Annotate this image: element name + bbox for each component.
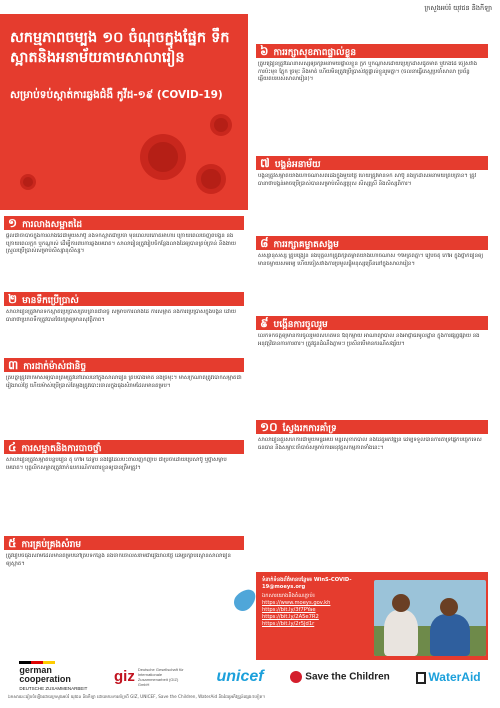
section-title: ការរក្សាគម្លាតសង្គម — [273, 240, 339, 250]
section-2-text: សាលារៀនត្រូវមានទឹកស្អាតប្រើប្រាស់គ្រប់គ្រាន់ជានិច្ច សម្រាប់ការលាងដៃ ការសម្អាត និងការប្រើប្រាស់ក្នុងបង្គន់ ដោយធានាថាប្រភពទឹកត្រូវបានថែរក្សាឲ្យមានសុវត្ថិភាព។ — [6, 309, 237, 323]
german-cooperation-logo — [19, 661, 87, 693]
section-4-text: សាលារៀនត្រូវសម្អាតបន្ទប់រៀន តុ កៅអី ដៃទ្វារ និងផ្ទៃដែលប៉ះពាល់ញឹកញាប់ ជាប្រចាំដោយប្រើសាប៊ូ ឬថ្នាំសម្លាប់មេរោគ។ បុគ្គលិកសម្អាតត្រូវពាក់ឧបករណ៍ការពារខ្លួនឲ្យបានត្រឹមត្រូវ។ — [6, 457, 227, 471]
section-number: ៥ — [8, 536, 17, 550]
section-3-header — [4, 358, 244, 372]
poster-subtitle: សម្រាប់ទប់ស្កាត់ការឆ្លងជំងឺ កូវីដ-១៩ (COVID-19) — [10, 89, 223, 101]
section-number: ៦ — [260, 44, 269, 58]
save-the-children-icon — [290, 671, 302, 683]
giz-logo-sub: Deutsche Gesellschaft für Internationale Zusammenarbeit (GIZ) GmbH — [137, 667, 184, 687]
reference-link[interactable]: https://bit.ly/2r5Jd1r — [262, 621, 315, 627]
poster-title: សកម្មភាពចម្បង ១០ ចំណុចក្នុងផ្នែក ទឹកស្អាតនិងអនាម័យតាមសាលារៀន — [10, 30, 230, 66]
reference-link[interactable]: https://www.moeys.gov.kh — [262, 600, 331, 606]
wateraid-icon — [416, 672, 426, 684]
section-title: ការគ្រប់គ្រងសំរាម — [21, 540, 82, 550]
wateraid-logo — [416, 670, 480, 684]
section-title: ការដាក់ម៉ាស់ជានិច្ច — [23, 362, 87, 372]
german-logo-line1: german — [19, 665, 52, 675]
contact-email: ទំនាក់ទំនងព័ត៌មានបន្ថែម៖ WinS-COVID-19@moeys.org — [262, 577, 352, 590]
footnote: ឯកសារនេះរៀបចំឡើងដោយក្រសួងអប់រំ យុវជន និងកីឡា ដោយមានការគាំទ្រពី GIZ, UNICEF, Save the Children, WaterAid និងដៃគូអភិវឌ្ឍន៍ផ្សេងៗទៀត។ — [8, 694, 265, 699]
giz-logo — [114, 667, 190, 687]
section-7-header — [256, 156, 488, 170]
virus-decoration-icon — [20, 174, 36, 190]
section-title: បង្គន់អនាម័យ — [274, 160, 321, 170]
virus-decoration-icon — [196, 164, 226, 194]
section-title: ការសម្អាតនិងការបាចថ្នាំ — [21, 444, 102, 454]
virus-decoration-icon — [140, 134, 186, 180]
german-logo-small: DEUTSCHE ZUSAMMENARBEIT — [19, 686, 88, 691]
section-5-header — [4, 536, 244, 550]
section-7-text: បង្គន់ត្រូវសម្អាតយ៉ាងហោចណាស់ពីរដងក្នុងមួយថ្ងៃ ហើយត្រូវមានទឹក សាប៊ូ និងក្រដាសអនាម័យគ្រប់គ្រាន់។ ត្រូវធានាថាបង្គន់អាចប្រើប្រាស់បានសម្រាប់សិស្សប្រុស សិស្សស្រី និងសិស្សពិការ។ — [258, 173, 477, 187]
section-4-header — [4, 440, 244, 454]
section-number: ៨ — [260, 236, 269, 250]
section-8-header — [256, 236, 488, 250]
virus-decoration-icon — [210, 114, 232, 136]
section-number: ១០ — [260, 420, 278, 434]
section-3-text: គ្រប់គ្នាត្រូវពាក់ម៉ាស់ឲ្យបានត្រឹមត្រូវនៅពេលនៅក្នុងសាលារៀន គ្របបាំងមាត់ និងច្រមុះ។ ម៉ាស់ក្រណាត់ត្រូវបោកសម្អាតជារៀងរាល់ថ្ងៃ ហើយម៉ាស់ប្រើប្រាស់តែម្ដងត្រូវបោះចោលក្នុងធុងសំរាមដែលមានគម្រប។ — [6, 375, 242, 389]
section-5-text: ត្រូវរៀបចំធុងសំរាមដែលមានគម្របនៅគ្រប់ទីកន្លែង និងចាក់ចោលសំរាមជារៀងរាល់ថ្ងៃ ដើម្បីរក្សាបរិស្ថានសាលារៀនឲ្យស្អាត។ — [6, 553, 231, 567]
section-9-header — [256, 316, 488, 330]
section-number: ៣ — [8, 358, 19, 372]
reference-link[interactable]: https://bit.ly/2A5e7R2 — [262, 614, 319, 620]
wateraid-logo-text: WaterAid — [428, 670, 481, 684]
links-label: ឯកសារយោងនិងតំណភ្ជាប់៖ — [262, 593, 316, 599]
section-title: ការលាងសម្អាតដៃ — [22, 220, 83, 230]
section-6-header — [256, 44, 488, 58]
stc-logo-text: Save the Children — [305, 671, 390, 683]
section-2-header — [4, 292, 244, 306]
section-10-text: សាលារៀនគួរសហការជាមួយមន្ទីរអប់រំ មន្ទីរសុខាភិបាល និងដៃគូអភិវឌ្ឍន៍ ដើម្បីទទួលបានការគាំទ្រផ្នែកបច្ចេកទេស ធនធាន និងសម្ភារៈចាំបាច់សម្រាប់ការអនុវត្តសកម្មភាពទាំងនេះ។ — [258, 437, 482, 451]
section-title: មានទឹកប្រើប្រាស់ — [22, 296, 79, 306]
partner-logos — [0, 662, 500, 692]
section-10-header — [256, 420, 488, 434]
section-1-text: ផ្ដល់ជាចាំបាច់ក្នុងការលាងដៃជាមួយសាប៊ូ និងទឹកស្អាតជាប្រចាំ មុនពេលបរិភោគអាហារ ក្រោយពេលចេញពីបង្គន់ និងក្រោយពេលក្អក ឬកណ្ដាស់ ដើម្បីការពារការឆ្លងមេរោគ។ សាលារៀនត្រូវរៀបចំកន្លែងលាងដៃឲ្យបានគ្រប់គ្រាន់ និងងាយស្រួលប្រើប្រាស់សម្រាប់សិស្សានុសិស្ស។ — [6, 233, 237, 255]
section-number: ១ — [8, 216, 18, 230]
save-the-children-logo — [290, 671, 389, 683]
section-title: បង្កើនការចូលរួម — [273, 320, 328, 330]
section-number: ៧ — [260, 156, 270, 170]
section-number: ២ — [8, 292, 18, 306]
section-number: ៤ — [8, 440, 17, 454]
section-title: ស្វែងរកការគាំទ្រ — [282, 424, 337, 434]
children-handwashing-photo — [374, 580, 486, 656]
section-9-text: លើកទឹកចិត្តឲ្យមានការចូលរួមពីសហគមន៍ ឪពុកម្ដាយ អាណាព្យាបាល និងអាជ្ញាធរមូលដ្ឋាន ក្នុងការផ្សព្វផ្សាយ និងអនុវត្តវិធានការការពារ។ ត្រូវជូនដំណឹងភ្លាមៗ ប្រសិនបើមានករណីសង្ស័យ។ — [258, 333, 480, 347]
german-logo-line2: cooperation — [19, 674, 71, 684]
section-title: ការរក្សាសុខភាពផ្ទាល់ខ្លួន — [273, 48, 357, 58]
ministry-name: ក្រសួងអប់រំ យុវជន និងកីឡា — [424, 4, 492, 12]
section-number: ៩ — [260, 316, 269, 330]
reference-link[interactable]: https://bit.ly/3f7PYae — [262, 607, 316, 613]
giz-logo-text: giz — [114, 668, 135, 686]
section-1-header — [4, 216, 244, 230]
section-8-text: សិស្សានុសិស្ស គ្រូបង្រៀន និងបុគ្គលិកត្រូវរក្សាគម្លាតយ៉ាងហោចណាស់ ១ម៉ែត្រពីគ្នា។ រៀបចំតុ កៅអី ក្នុងថ្នាក់រៀនឲ្យមានចម្ងាយសមរម្យ ហើយចៀសវាងការប្រមូលផ្ដុំមនុស្សច្រើននៅក្នុងសាលារៀន។ — [258, 253, 484, 267]
unicef-logo: unicef — [216, 668, 264, 685]
section-6-text: គ្រូបង្រៀនត្រូវណែនាំសិស្សឲ្យរក្សាអនាម័យផ្ទាល់ខ្លួន ក្អក ឬកណ្ដាស់ដោយប្រើក្រដាសជូតមាត់ ឬកែងដៃ ចៀសវាងការប៉ះមុខ ភ្នែក ច្រមុះ និងមាត់ ហើយមិនត្រូវប្រើប្រាស់វត្ថុផ្ទាល់ខ្លួនរួមគ្នា។ (ចលនាធ្វើតេស្តប្រចាំសាលា ប្រព័ន្ធឆ្លើយតបរបស់សាលារៀន)។ — [258, 61, 478, 83]
poster-header — [0, 14, 248, 210]
